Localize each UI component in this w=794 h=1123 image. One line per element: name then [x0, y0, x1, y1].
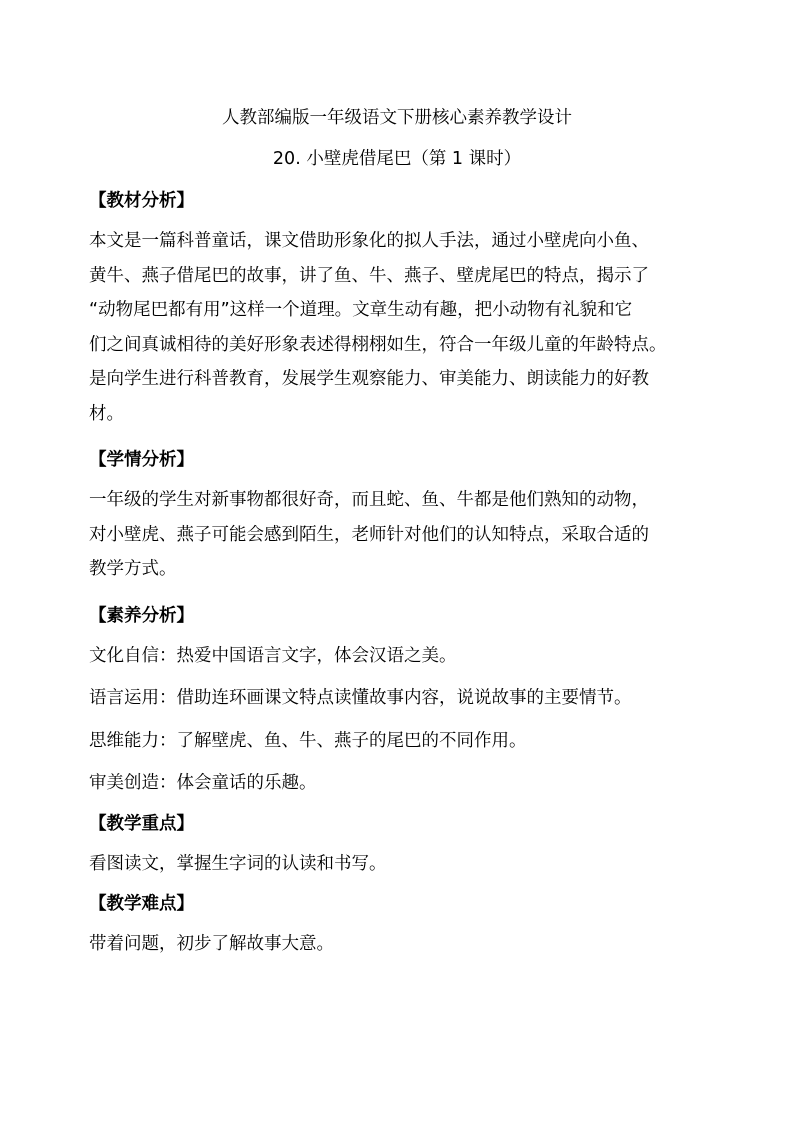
- section-heading: 【教学重点】: [89, 813, 194, 834]
- paragraph-line: 们之间真诚相待的美好形象表述得栩栩如生，符合一年级儿童的年龄特点。: [89, 334, 667, 355]
- literacy-item: 文化自信：热爱中国语言文字，体会汉语之美。: [89, 645, 457, 666]
- section-heading: 【学情分析】: [89, 450, 194, 470]
- section-textbook-analysis: [89, 186, 729, 445]
- section-learner-analysis: [89, 445, 729, 601]
- paragraph-line: “动物尾巴都有用”这样一个道理。文章生动有趣，把小动物有礼貌和它: [89, 300, 633, 320]
- section-literacy-analysis: [89, 601, 729, 809]
- section-paragraph: [89, 224, 729, 431]
- paragraph-line: 对小壁虎、燕子可能会感到陌生，老师针对他们的认知特点，采取合适的: [89, 524, 649, 545]
- section-paragraph: [89, 483, 729, 587]
- paragraph-line: 教学方式。: [89, 559, 177, 579]
- section-heading: 【素养分析】: [89, 605, 194, 626]
- literacy-item: 语言运用：借助连环画课文特点读懂故事内容，说说故事的主要情节。: [89, 688, 632, 708]
- document-title: 人教部编版一年级语文下册核心素养教学设计: [222, 108, 572, 128]
- section-heading: 【教学难点】: [89, 894, 194, 914]
- document-body: [89, 186, 729, 962]
- paragraph-line: 黄牛、燕子借尾巴的故事，讲了鱼、牛、燕子、壁虎尾巴的特点，揭示了: [89, 265, 649, 286]
- section-text: 看图读文，掌握生字词的认读和书写。: [89, 853, 387, 874]
- paragraph-line: 材。: [89, 403, 124, 424]
- section-teaching-focus: [89, 809, 729, 890]
- literacy-item: 审美创造：体会童话的乐趣。: [89, 773, 317, 793]
- section-text: 带着问题，初步了解故事大意。: [89, 934, 334, 954]
- literacy-item: 思维能力：了解壁虎、鱼、牛、燕子的尾巴的不同作用。: [89, 730, 527, 751]
- lesson-subtitle: 20. 小壁虎借尾巴（第 1 课时）: [272, 149, 522, 169]
- paragraph-line: 本文是一篇科普童话，课文借助形象化的拟人手法，通过小壁虎向小鱼、: [89, 231, 649, 251]
- paragraph-line: 一年级的学生对新事物都很好奇，而且蛇、鱼、牛都是他们熟知的动物，: [89, 490, 649, 510]
- section-heading: 【教材分析】: [89, 191, 194, 211]
- section-teaching-difficulty: [89, 889, 729, 962]
- paragraph-line: 是向学生进行科普教育，发展学生观察能力、审美能力、朗读能力的好教: [89, 369, 649, 389]
